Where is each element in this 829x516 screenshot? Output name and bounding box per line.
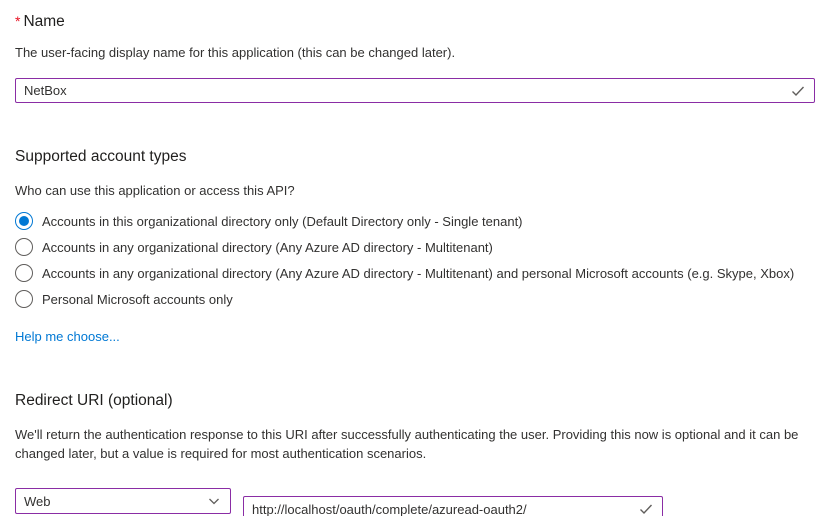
account-type-radio-group (15, 208, 815, 312)
radio-button-icon[interactable] (15, 264, 33, 282)
redirect-uri-row (15, 480, 815, 516)
name-input[interactable] (15, 78, 815, 103)
radio-option-multitenant[interactable] (15, 234, 815, 260)
radio-option-label: Accounts in any organizational directory (Any Azure AD directory - Multitenant) (42, 239, 493, 255)
platform-select-value: Web (24, 493, 51, 509)
name-section-title (15, 11, 815, 32)
radio-option-label: Personal Microsoft accounts only (42, 291, 233, 307)
account-types-question: Who can use this application or access this API? (15, 183, 295, 198)
redirect-uri-description: We'll return the authentication response to this URI after successfully authenticating the user. Providing this now is optional and it can be changed later, but a value is required for most authentication scenarios. (15, 427, 799, 461)
name-description: The user-facing display name for this application (this can be changed later). (15, 45, 456, 60)
radio-option-label: Accounts in any organizational directory (Any Azure AD directory - Multitenant) and personal Microsoft accounts (e.g. Skype, Xbox) (42, 265, 795, 281)
radio-button-icon[interactable] (15, 290, 33, 308)
radio-option-multitenant-personal[interactable] (15, 260, 815, 286)
name-title-text: Name (23, 13, 65, 30)
chevron-down-icon (207, 494, 221, 508)
account-types-title: Supported account types (15, 148, 187, 165)
radio-option-single-tenant[interactable] (15, 208, 815, 234)
radio-button-icon[interactable] (15, 238, 33, 256)
radio-option-label: Accounts in this organizational directory only (Default Directory only - Single tenant) (42, 213, 523, 229)
radio-button-icon[interactable] (15, 212, 33, 230)
platform-select[interactable] (15, 488, 231, 514)
help-me-choose-link[interactable]: Help me choose... (15, 329, 120, 344)
redirect-uri-field-container (243, 496, 663, 516)
radio-option-personal-only[interactable] (15, 286, 815, 312)
redirect-uri-title: Redirect URI (optional) (15, 392, 173, 409)
redirect-uri-input[interactable] (243, 496, 663, 516)
required-asterisk: * (15, 13, 21, 29)
name-field-container (15, 78, 815, 103)
